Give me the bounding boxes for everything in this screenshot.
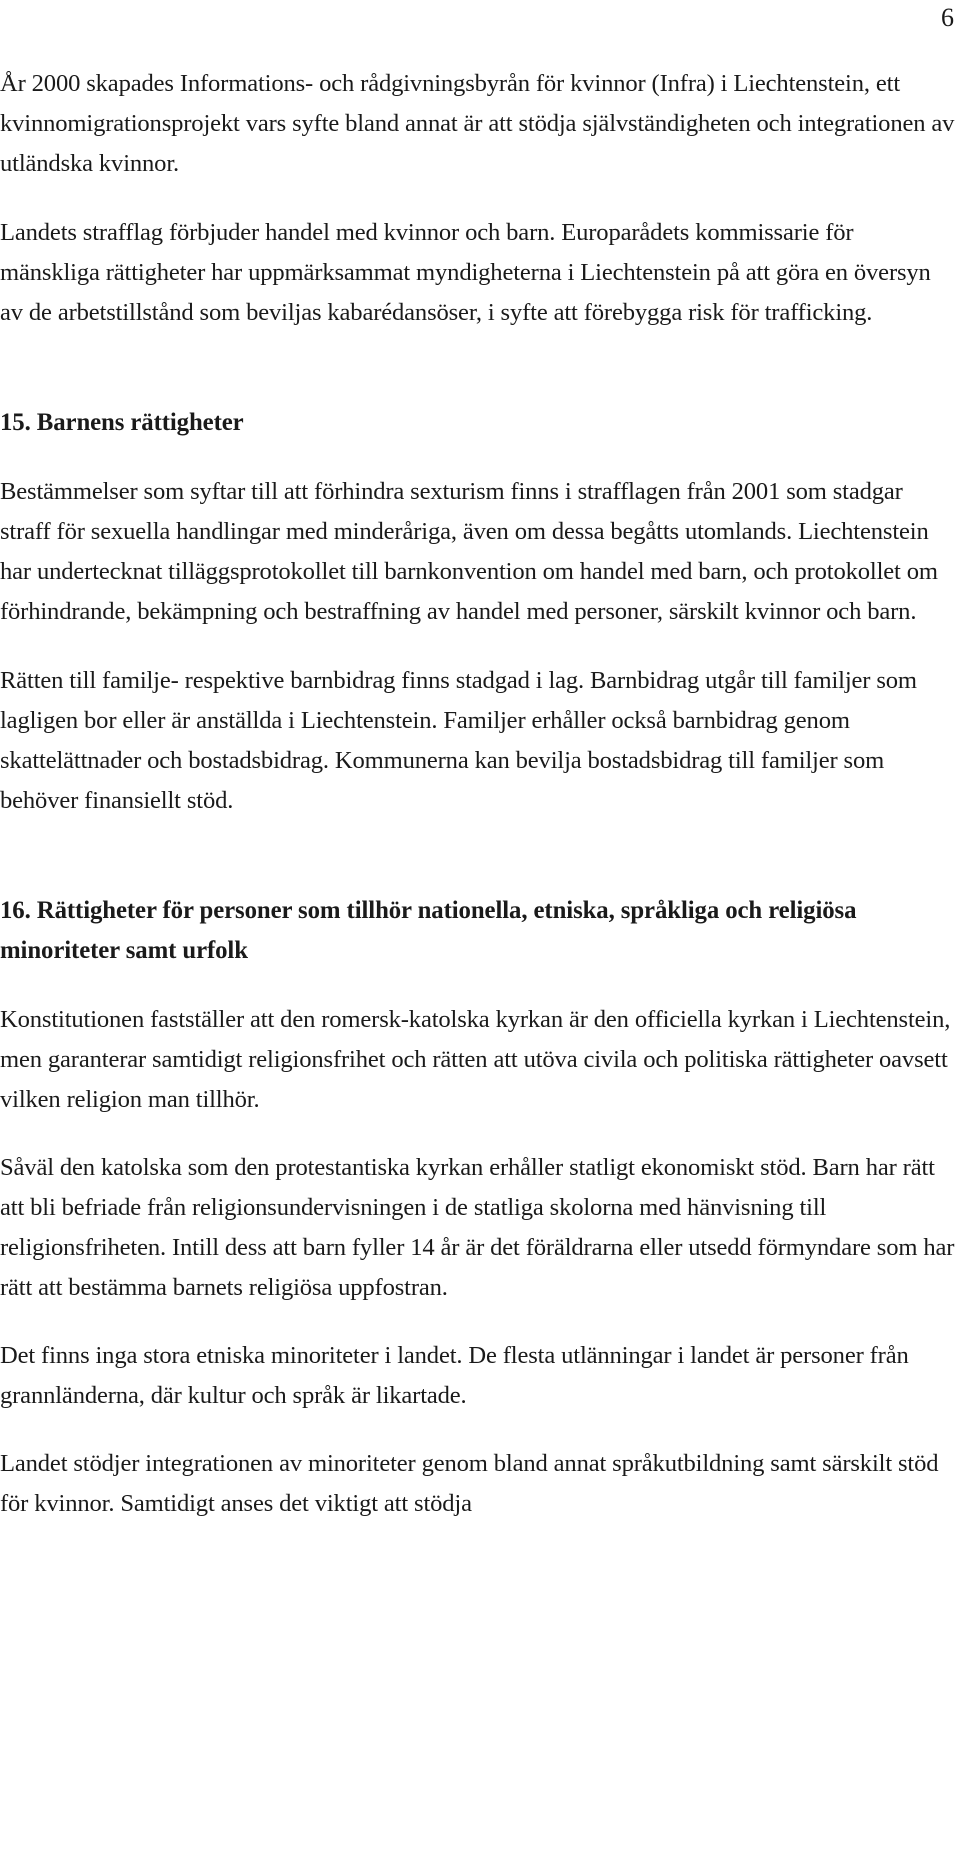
paragraph-kyrkan: Såväl den katolska som den protestantiska kyrkan erhåller statligt ekonomiskt stöd. Barn har rätt att bli befriade från religionsundervisningen i de statliga skolorna med hänvisning till religionsfriheten. Intill dess att barn fyller 14 år är det föräldrarna eller utsedd förmyndare som har rätt att bestämma barnets religiösa uppfostran. — [0, 1154, 955, 1301]
document-body — [0, 64, 955, 1552]
paragraph-integration: Landet stödjer integrationen av minoriteter genom bland annat språkutbildning samt särskilt stöd för kvinnor. Samtidigt anses det viktigt att stödja — [0, 1450, 939, 1517]
paragraph-infra: År 2000 skapades Informations- och rådgivningsbyrån för kvinnor (Infra) i Liechtenstein, ett kvinnomigrationsprojekt vars syfte bland annat är att stödja självständigheten och integrationen av utländska kvinnor. — [0, 70, 955, 177]
section-heading-16: 16. Rättigheter för personer som tillhör nationella, etniska, språkliga och religiösa minoriteter samt urfolk — [0, 897, 857, 964]
section-heading-15: 15. Barnens rättigheter — [0, 409, 244, 436]
paragraph-sexturism: Bestämmelser som syftar till att förhindra sexturism finns i strafflagen från 2001 som stadgar straff för sexuella handlingar med minderåriga, även om dessa begåtts utomlands. Liechtenstein har undertecknat tilläggsprotokollet till barnkonvention om handel med barn, och protokollet om förhindrande, bekämpning och bestraffning av handel med personer, särskilt kvinnor och barn. — [0, 478, 938, 625]
paragraph-trafficking: Landets strafflag förbjuder handel med kvinnor och barn. Europarådets kommissarie för mänskliga rättigheter har uppmärksammat myndigheterna i Liechtenstein på att göra en översyn av de arbetstillstånd som beviljas kabarédansöser, i syfte att förebygga risk för trafficking. — [0, 219, 931, 326]
page-number: 6 — [941, 3, 954, 32]
paragraph-minoriteter: Det finns inga stora etniska minoriteter i landet. De flesta utlänningar i landet är personer från grannländerna, där kultur och språk är likartade. — [0, 1342, 909, 1409]
paragraph-barnbidrag: Rätten till familje- respektive barnbidrag finns stadgad i lag. Barnbidrag utgår till familjer som lagligen bor eller är anställda i Liechtenstein. Familjer erhåller också barnbidrag genom skattelättnader och bostadsbidrag. Kommunerna kan bevilja bostadsbidrag till familjer som behöver finansiellt stöd. — [0, 667, 917, 814]
paragraph-konstitutionen: Konstitutionen fastställer att den romersk-katolska kyrkan är den officiella kyrkan i Liechtenstein, men garanterar samtidigt religionsfrihet och rätten att utöva civila och politiska rättigheter oavsett vilken religion man tillhör. — [0, 1006, 951, 1113]
